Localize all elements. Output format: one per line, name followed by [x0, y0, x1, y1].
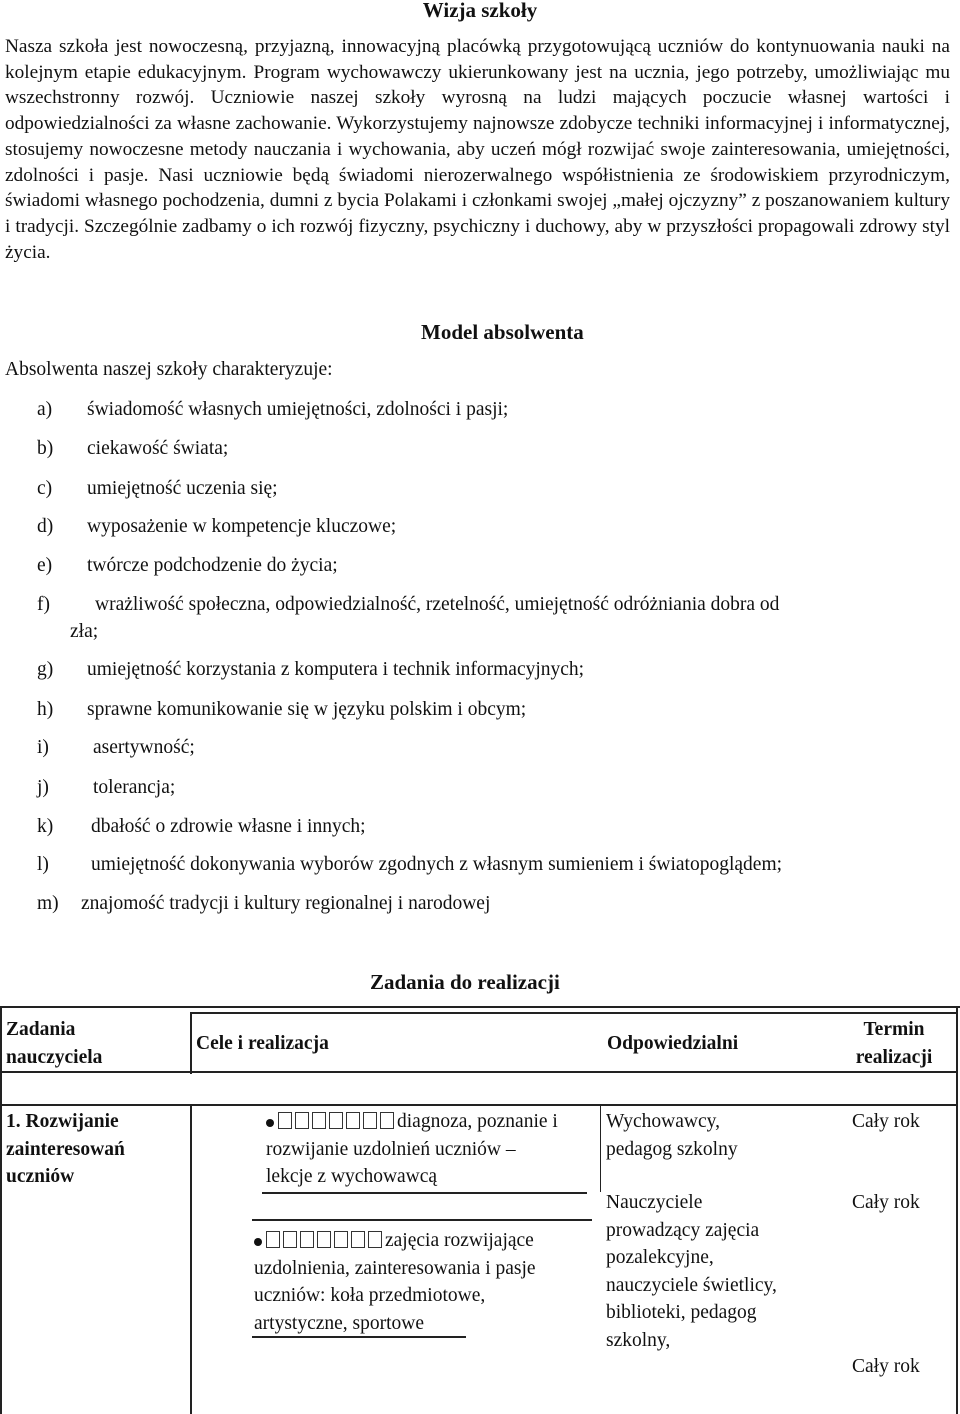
list-text: asertywność;: [93, 737, 195, 758]
resp1-line: Wychowawcy,: [606, 1111, 720, 1132]
list-text: twórcze podchodzenie do życia;: [87, 555, 338, 576]
placeholder-glyph-icon: [368, 1231, 382, 1248]
list-letter: j): [37, 777, 49, 798]
list-letter: k): [37, 816, 54, 837]
term-cell-2: Cały rok: [852, 1192, 920, 1213]
table-top-rule: [0, 1006, 960, 1008]
table-right-rule: [956, 1006, 958, 1414]
header-underline-col1: [0, 1071, 190, 1073]
row-top-rule-right: [192, 1104, 956, 1106]
list-item: [37, 398, 508, 422]
goal1-underline: [262, 1192, 587, 1194]
header-col2: Cele i realizacja: [196, 1033, 329, 1054]
term-cell-3: Cały rok: [852, 1356, 920, 1377]
list-text: umiejętność dokonywania wyborów zgodnych z własnym sumieniem i światopoglądem;: [91, 854, 783, 875]
task-line: uczniów: [6, 1166, 75, 1187]
task-cell: [6, 1108, 125, 1191]
document-title: Wizja szkoły: [422, 0, 538, 22]
header-col1-line: Zadania: [6, 1019, 76, 1040]
goal1-line: [266, 1108, 596, 1136]
goal2-underline: [252, 1336, 466, 1338]
list-item: [37, 515, 396, 539]
list-item: [37, 736, 195, 760]
task-line: zainteresowań: [6, 1138, 125, 1160]
model-heading: Model absolwenta: [421, 320, 584, 344]
list-item: [37, 554, 338, 578]
list-letter: f): [37, 594, 50, 615]
goal2-line: uczniów: koła przedmiotowe,: [254, 1285, 486, 1306]
resp2-line: biblioteki, pedagog: [606, 1302, 757, 1323]
list-letter: a): [37, 399, 53, 420]
resp1-line: pedagog szkolny: [606, 1138, 738, 1160]
header-col4-line: realizacji: [855, 1046, 933, 1068]
list-item: [37, 477, 278, 501]
list-letter: c): [37, 478, 53, 499]
goal2-line: uzdolnienia, zainteresowania i pasje: [254, 1257, 536, 1279]
placeholder-glyph-icon: [329, 1112, 343, 1129]
list-letter: e): [37, 555, 53, 576]
goal-cell-1: [266, 1108, 596, 1191]
bullet-icon: [266, 1119, 274, 1127]
placeholder-glyph-icon: [266, 1231, 280, 1248]
list-letter: l): [37, 854, 49, 875]
resp-divider: [600, 1104, 601, 1192]
header-divider: [190, 1012, 192, 1074]
resp2-line: prowadzący zajęcia: [606, 1219, 760, 1241]
responsible-cell-2: [606, 1189, 777, 1354]
tasks-heading: Zadania do realizacji: [370, 970, 560, 994]
goal-cell-2: [254, 1227, 600, 1337]
goal2-line: artystyczne, sportowe: [254, 1312, 425, 1334]
list-item: [37, 815, 366, 839]
list-text: umiejętność korzystania z komputera i technik informacyjnych;: [87, 659, 585, 680]
list-letter: g): [37, 659, 54, 680]
list-text: wyposażenie w kompetencje kluczowe;: [87, 516, 397, 537]
list-letter: d): [37, 516, 54, 537]
list-item: [37, 853, 782, 877]
header-col4-line: Termin: [863, 1019, 925, 1040]
placeholder-glyph-icon: [283, 1231, 297, 1248]
header-col1: [6, 1016, 102, 1071]
placeholder-glyph-icon: [346, 1112, 360, 1129]
goal2-text: zajęcia rozwijające: [385, 1230, 534, 1251]
list-item: [37, 892, 490, 916]
header-col1-line: nauczyciela: [6, 1046, 103, 1068]
term-cell-1: Cały rok: [852, 1111, 920, 1132]
list-text: sprawne komunikowanie się w języku polskim i obcym;: [87, 699, 527, 720]
intro-paragraph: Nasza szkoła jest nowoczesną, przyjazną, innowacyjną placówką przygotowującą uczniów do kontynuowania nauki na kolejnym etapie edukacyjnym. Program wychowawczy ukierunkowany jest na ucznia, jego potrzeby, umożliwiając mu wszechstronny rozwój. Uczniowie naszej szkoły wyrosną na ludzi mających poczucie własnej wartości i odpowiedzialności za własne zachowanie. Wykorzystujemy najnowsze zdobycze techniki informacyjnej i informatycznej, stosujemy nowoczesne metody nauczania i wychowania, aby uczeń mógł rozwijać swoje zainteresowania, umiejętności, zdolności i pasje. Nasi uczniowie będą świadomi nierozerwalnego współistnienia ze środowiskiem przyrodniczym, świadomi własnego pochodzenia, dumni z bycia Polakami i członkami swojej „małej ojczyzny” z poszanowaniem kultury i tradycji. Szczególnie zadbamy o ich rozwój fizyczny, psychiczny i duchowy, aby w przyszłości propagowali zdrowy styl życia.: [5, 36, 950, 263]
resp2-line: szkolny,: [606, 1329, 671, 1351]
resp2-line: nauczyciele świetlicy,: [606, 1274, 777, 1296]
placeholder-glyph-icon: [300, 1231, 314, 1248]
resp2-line: pozalekcyjne,: [606, 1247, 714, 1268]
list-item: [37, 437, 228, 461]
list-item: [37, 658, 584, 682]
placeholder-glyph-icon: [317, 1231, 331, 1248]
placeholder-glyph-icon: [278, 1112, 292, 1129]
row-divider: [190, 1104, 192, 1414]
row-top-rule-col1: [0, 1104, 190, 1106]
placeholder-glyph-icon: [295, 1112, 309, 1129]
placeholder-glyph-icon: [334, 1231, 348, 1248]
placeholder-glyph-icon: [380, 1112, 394, 1129]
table-left-rule: [0, 1006, 2, 1414]
goal2-overline: [252, 1219, 592, 1221]
model-lead: Absolwenta naszej szkoły charakteryzuje:: [5, 359, 333, 380]
resp2-line: Nauczyciele: [606, 1192, 703, 1213]
header-bottom-rule-right: [192, 1071, 956, 1073]
header-top-rule-right: [192, 1012, 956, 1014]
goal1-text: diagnoza, poznanie i: [397, 1111, 558, 1132]
list-letter: m): [37, 893, 59, 914]
header-col3: Odpowiedzialni: [607, 1033, 739, 1054]
list-text: tolerancja;: [93, 777, 176, 798]
list-text: świadomość własnych umiejętności, zdolności i pasji;: [87, 399, 509, 420]
goal1-line: rozwijanie uzdolnień uczniów –: [266, 1138, 516, 1160]
list-letter: h): [37, 699, 54, 720]
goal1-line: lekcje z wychowawcą: [266, 1166, 438, 1187]
placeholder-glyph-icon: [312, 1112, 326, 1129]
bullet-icon: [254, 1238, 262, 1246]
goal2-line: [254, 1227, 600, 1255]
list-item: [37, 776, 175, 800]
list-text: dbałość o zdrowie własne i innych;: [91, 816, 366, 837]
list-letter: i): [37, 737, 49, 758]
task-line: 1. Rozwijanie: [6, 1111, 119, 1132]
list-item: [37, 593, 779, 617]
list-item-continuation: zła;: [70, 621, 99, 642]
header-col4: [848, 1016, 940, 1071]
list-text: wrażliwość społeczna, odpowiedzialność, rzetelność, umiejętność odróżniania dobra od: [95, 594, 780, 615]
list-text: umiejętność uczenia się;: [87, 478, 278, 499]
placeholder-glyph-icon: [351, 1231, 365, 1248]
list-text: znajomość tradycji i kultury regionalnej i narodowej: [81, 893, 491, 914]
responsible-cell-1: [606, 1108, 738, 1163]
list-item: [37, 698, 526, 722]
placeholder-glyph-icon: [363, 1112, 377, 1129]
list-letter: b): [37, 438, 54, 459]
list-text: ciekawość świata;: [87, 438, 229, 459]
